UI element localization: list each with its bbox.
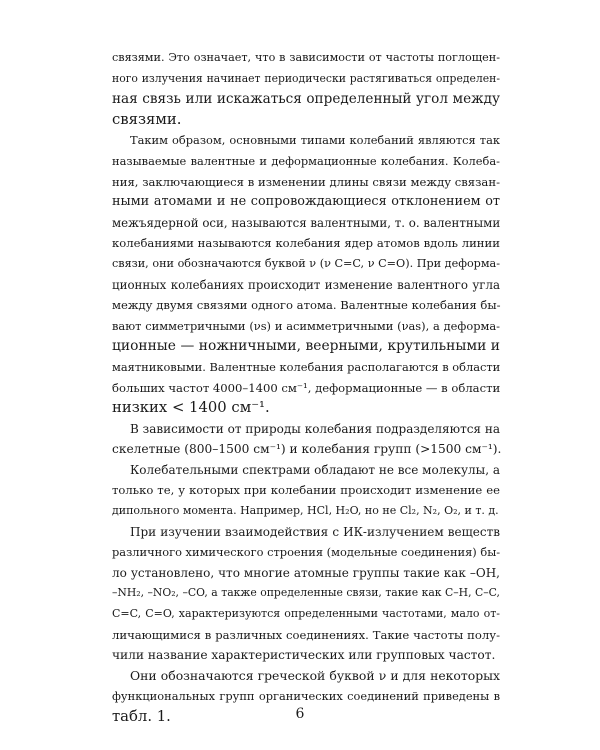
text-line: связями. bbox=[112, 110, 182, 128]
text-line: ного излучения начинает периодически растягиваться определен- bbox=[112, 71, 500, 85]
text-line: связи, они обозначаются буквой ν (ν C=C, ν C=O). При деформа- bbox=[112, 256, 500, 270]
text-line: скелетные (800–1500 см⁻¹) и колебания групп (>1500 см⁻¹). bbox=[112, 442, 502, 457]
text-line: Колебательными спектрами обладают не все молекулы, а bbox=[130, 462, 500, 477]
text-line: чили название характеристических или групповых частот. bbox=[112, 648, 496, 663]
text-line: связями. Это означает, что в зависимости от частоты поглощен- bbox=[112, 51, 500, 64]
text-line: ния, заключающиеся в изменении длины связи между связан- bbox=[112, 174, 500, 189]
text-line: При изучении взаимодействия с ИК-излучением веществ bbox=[130, 524, 500, 539]
text-line: функциональных групп органических соединений приведены в bbox=[112, 689, 500, 704]
paragraph bbox=[112, 130, 500, 418]
text-line: Они обозначаются греческой буквой ν и для некоторых bbox=[130, 667, 500, 683]
text-line: различного химического строения (модельные соединения) бы- bbox=[112, 545, 501, 560]
text-line: ными атомами и не сопровождающиеся отклонением от bbox=[112, 194, 500, 210]
paragraph bbox=[112, 48, 500, 130]
text-line: ционные — ножничными, веерными, крутильными и bbox=[112, 338, 500, 355]
text-line: дипольного момента. Например, HCl, H₂O, но не Cl₂, N₂, O₂, и т. д. bbox=[112, 504, 499, 518]
page-number: 6 bbox=[295, 706, 305, 722]
paragraph bbox=[112, 522, 500, 666]
text-line: ная связь или искажаться определенный угол между bbox=[112, 91, 500, 108]
text-line: между двумя связями одного атома. Валентные колебания бы- bbox=[112, 298, 501, 313]
text-line: только те, у которых при колебании происходит изменение ее bbox=[112, 483, 500, 498]
text-line: табл. 1. bbox=[112, 708, 171, 725]
paragraph bbox=[112, 460, 500, 522]
text-line: В зависимости от природы колебания подразделяются на bbox=[130, 421, 500, 436]
text-line: маятниковыми. Валентные колебания располагаются в области bbox=[112, 359, 501, 374]
text-line: –NH₂, –NO₂, –CO, а также определенные связи, такие как C–H, C–C, bbox=[112, 586, 500, 600]
text-line: вают симметричными (νs) и асимметричными (νas), а деформа- bbox=[112, 318, 500, 333]
text-line: низких < 1400 см⁻¹. bbox=[112, 399, 270, 417]
text-line: ционных колебаниях происходит изменение валентного угла bbox=[112, 277, 500, 292]
document-body bbox=[112, 48, 500, 728]
text-line: называемые валентные и деформационные колебания. Колеба- bbox=[112, 153, 500, 168]
text-line: личающимися в различных соединениях. Такие частоты полу- bbox=[112, 627, 500, 642]
text-line: Таким образом, основными типами колебаний являются так bbox=[130, 133, 500, 148]
text-line: больших частот 4000–1400 см⁻¹, деформационные — в области bbox=[112, 380, 501, 395]
text-line: C=C, C=O, характеризуются определенными частотами, мало от- bbox=[112, 607, 500, 621]
text-line: межъядерной оси, называются валентными, т. о. валентными bbox=[112, 215, 501, 230]
text-line: колебаниями называются колебания ядер атомов вдоль линии bbox=[112, 236, 500, 251]
paragraph bbox=[112, 419, 500, 460]
text-line: ло установлено, что многие атомные группы такие как –OH, bbox=[112, 565, 500, 580]
